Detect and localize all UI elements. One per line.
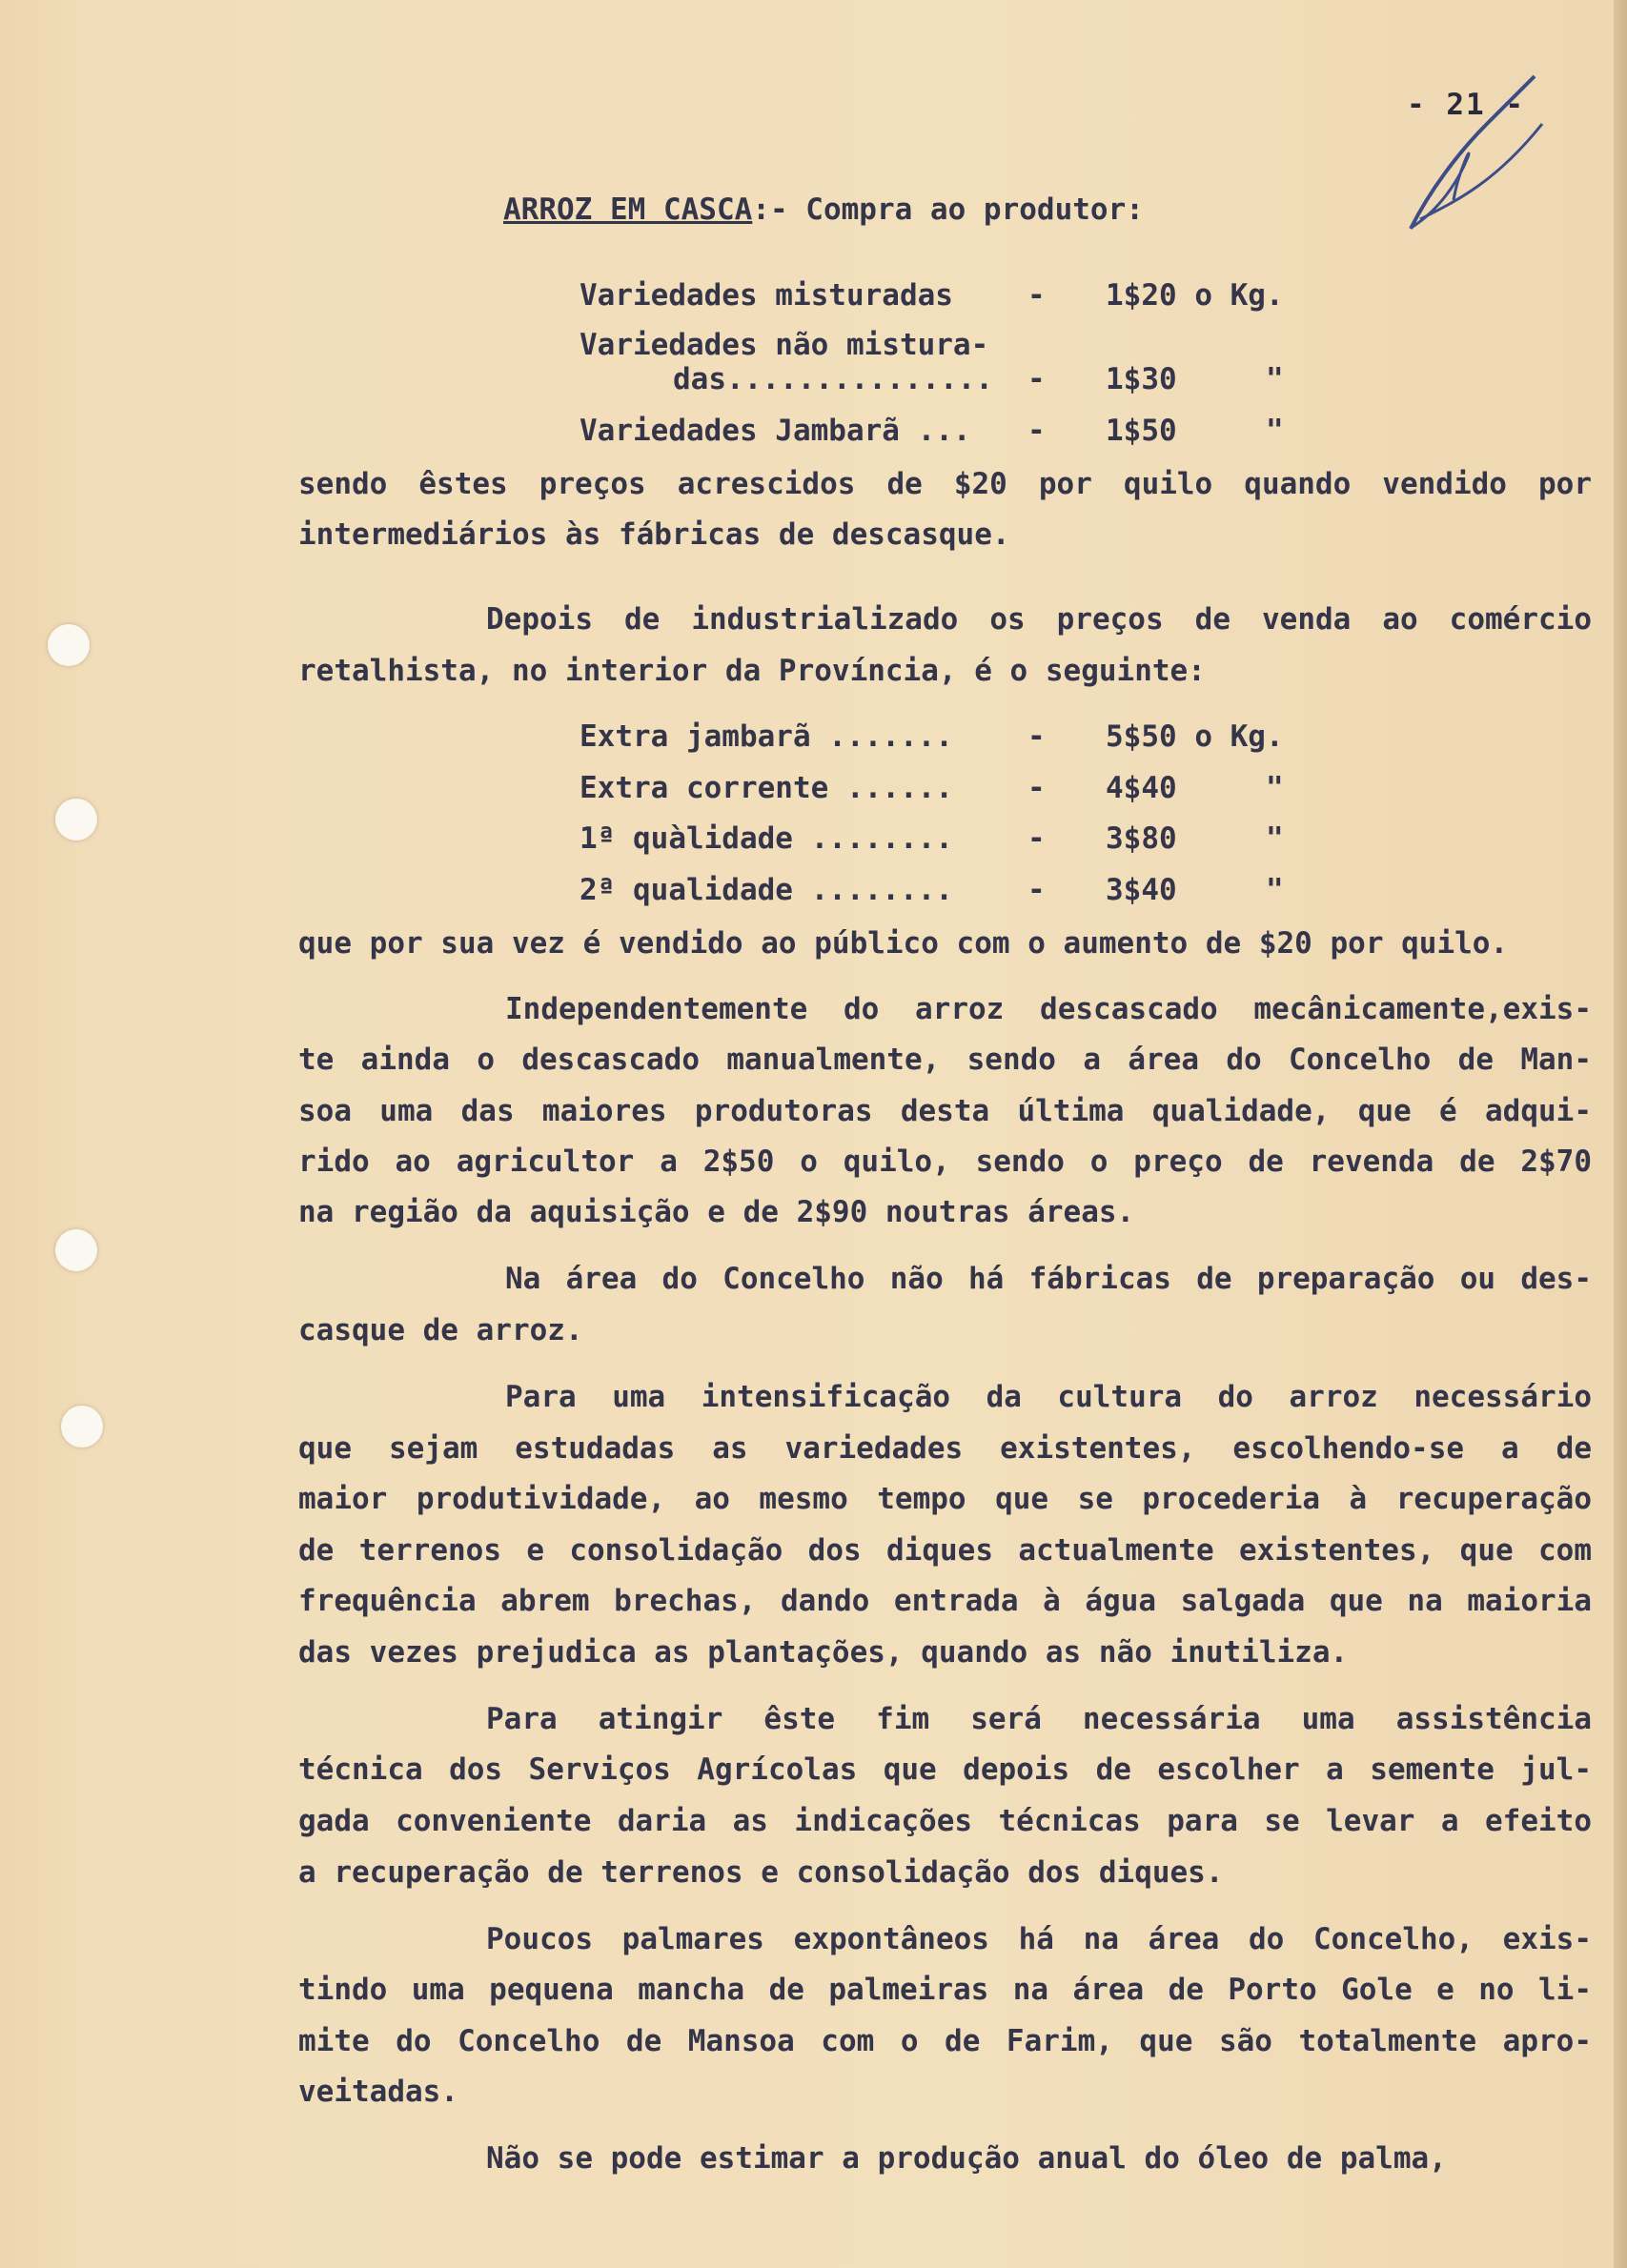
punch-hole [61, 1406, 103, 1448]
paragraph-line: na região da aquisição e de 2$90 noutras áreas. [298, 1195, 1135, 1229]
price-item: Variedades não mistura- [580, 328, 989, 362]
paragraph-line: casque de arroz. [298, 1313, 583, 1347]
price-item: 1ª quàlidade ........ [580, 821, 953, 856]
paragraph-line: Depois de industrializado os preços de venda ao comércio [486, 602, 1592, 637]
paragraph-line: mite do Concelho de Mansoa com o de Farim, que são totalmente apro- [298, 2024, 1592, 2058]
dash-separator: - [1027, 278, 1046, 313]
punch-hole [55, 1229, 97, 1271]
price-item: Extra corrente ...... [580, 771, 953, 805]
heading-title: ARROZ EM CASCA [503, 192, 753, 227]
price-value: 3$80 " [1106, 821, 1284, 856]
paragraph-line: Independentemente do arroz descascado mecânicamente,exis- [505, 992, 1592, 1026]
punch-hole [55, 799, 97, 840]
paragraph-line: a recuperação de terrenos e consolidação dos diques. [298, 1855, 1224, 1890]
paragraph-line: soa uma das maiores produtoras desta última qualidade, que é adqui- [298, 1094, 1592, 1128]
paragraph-line: das vezes prejudica as plantações, quando as não inutiliza. [298, 1635, 1349, 1670]
paragraph-line: tindo uma pequena mancha de palmeiras na área de Porto Gole e no li- [298, 1973, 1592, 2007]
heading-rest: :- Compra ao produtor: [752, 192, 1144, 227]
dash-separator: - [1027, 414, 1046, 448]
dash-separator: - [1027, 873, 1046, 907]
price-value: 1$50 " [1106, 414, 1284, 448]
dash-separator: - [1027, 821, 1046, 856]
page-edge [1614, 0, 1627, 2268]
paragraph-line: Poucos palmares expontâneos há na área do Concelho, exis- [486, 1922, 1592, 1956]
price-value: 5$50 o Kg. [1106, 719, 1284, 754]
price-item: das............... [673, 362, 993, 396]
paragraph-line: frequência abrem brechas, dando entrada à água salgada que na maioria [298, 1584, 1592, 1618]
paragraph-line: Para uma intensificação da cultura do arroz necessário [505, 1380, 1592, 1414]
price-item: Extra jambarã ....... [580, 719, 953, 754]
paragraph-line: rido ao agricultor a 2$50 o quilo, sendo o preço de revenda de 2$70 [298, 1144, 1592, 1179]
paragraph-line: maior produtividade, ao mesmo tempo que se procederia à recuperação [298, 1482, 1592, 1516]
paragraph-line: gada conveniente daria as indicações técnicas para se levar a efeito [298, 1804, 1592, 1838]
section-heading [503, 191, 1144, 229]
paragraph-line: técnica dos Serviços Agrícolas que depois de escolher a semente jul- [298, 1752, 1592, 1787]
paragraph-line: intermediários às fábricas de descasque. [298, 517, 1010, 552]
price-value: 4$40 " [1106, 771, 1284, 805]
paragraph-line: veitadas. [298, 2075, 458, 2109]
paragraph-line: Na área do Concelho não há fábricas de preparação ou des- [505, 1262, 1592, 1296]
punch-hole [48, 624, 90, 666]
price-item: 2ª qualidade ........ [580, 873, 953, 907]
price-value: 1$30 " [1106, 362, 1284, 396]
paragraph-line: Para atingir êste fim será necessária uma assistência [486, 1702, 1592, 1736]
price-value: 3$40 " [1106, 873, 1284, 907]
signature-mark [1401, 67, 1554, 238]
page-number: - 21 - [1407, 88, 1525, 122]
paragraph-line: que por sua vez é vendido ao público com o aumento de $20 por quilo. [298, 926, 1509, 961]
price-value: 1$20 o Kg. [1106, 278, 1284, 313]
paragraph-line: te ainda o descascado manualmente, sendo a área do Concelho de Man- [298, 1043, 1592, 1077]
dash-separator: - [1027, 771, 1046, 805]
paragraph-line: sendo êstes preços acrescidos de $20 por quilo quando vendido por [298, 467, 1592, 501]
price-item: Variedades misturadas [580, 278, 953, 313]
paragraph-line: Não se pode estimar a produção anual do óleo de palma, [486, 2141, 1447, 2176]
paragraph-line: que sejam estudadas as variedades existentes, escolhendo-se a de [298, 1431, 1592, 1466]
dash-separator: - [1027, 362, 1046, 396]
paragraph-line: retalhista, no interior da Província, é o seguinte: [298, 654, 1206, 688]
price-item: Variedades Jambarã ... [580, 414, 971, 448]
dash-separator: - [1027, 719, 1046, 754]
paragraph-line: de terrenos e consolidação dos diques actualmente existentes, que com [298, 1533, 1592, 1568]
